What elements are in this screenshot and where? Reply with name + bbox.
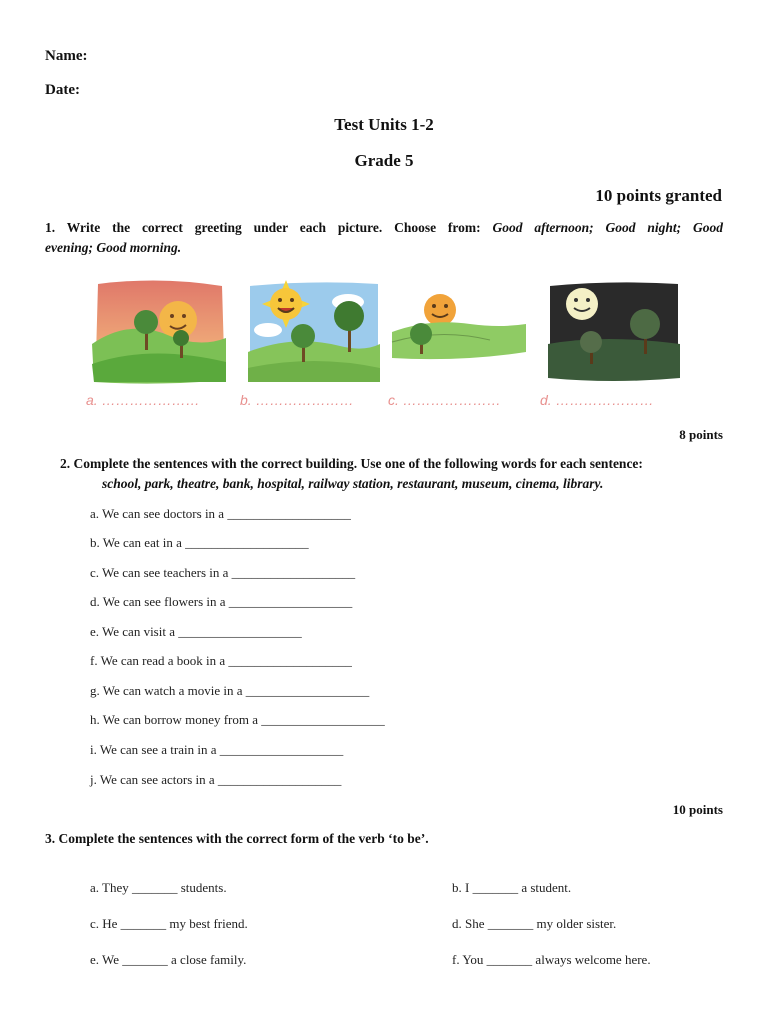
date-label: Date: <box>45 82 80 98</box>
morning-picture <box>244 278 384 384</box>
sentence-h: h. We can borrow money from a ___________________ <box>90 712 385 727</box>
section1-prompt-text: 1. Write the correct greeting under each picture. Choose from: <box>45 220 481 235</box>
sentence-e: e. We can visit a ___________________ <box>90 624 302 639</box>
verb-sentence-a: a. They _______ students. <box>90 880 227 895</box>
sentence-b: b. We can eat in a ___________________ <box>90 535 309 550</box>
sentence-g: g. We can watch a movie in a ___________________ <box>90 683 370 698</box>
name-label: Name: <box>45 48 88 64</box>
section2-points: 10 points <box>672 802 723 817</box>
section1-choices: Good afternoon; Good night; Good <box>492 220 724 235</box>
verb-sentence-b: b. I _______ a student. <box>452 880 572 895</box>
points-granted: 10 points granted <box>595 186 722 205</box>
caption-c: c. ………………… <box>388 392 501 408</box>
verb-sentence-c: c. He _______ my best friend. <box>90 916 248 931</box>
sentence-f: f. We can read a book in a ___________________ <box>90 653 352 668</box>
verb-sentence-f: f. You _______ always welcome here. <box>452 952 651 967</box>
sentence-a: a. We can see doctors in a ___________________ <box>90 506 351 521</box>
caption-b: b. ………………… <box>240 392 354 408</box>
section2-prompt: 2. Complete the sentences with the correct building. Use one of the following words for each sentence: <box>60 456 643 471</box>
verb-sentence-d: d. She _______ my older sister. <box>452 916 617 931</box>
section1-choices-line2: evening; Good morning. <box>45 240 182 255</box>
night-picture <box>544 278 684 384</box>
greeting-pictures <box>68 270 700 420</box>
verb-sentence-e: e. We _______ a close family. <box>90 952 247 967</box>
section2-word-bank: school, park, theatre, bank, hospital, railway station, restaurant, museum, cinema, library. <box>102 476 604 491</box>
sentence-c: c. We can see teachers in a ___________________ <box>90 565 356 580</box>
section3-prompt: 3. Complete the sentences with the correct form of the verb ‘to be’. <box>45 831 429 846</box>
section1-points: 8 points <box>679 427 723 442</box>
evening-picture <box>390 278 530 384</box>
test-title: Test Units 1-2 <box>334 115 434 134</box>
afternoon-picture <box>90 278 230 384</box>
sentence-j: j. We can see actors in a ___________________ <box>90 772 342 787</box>
section1-prompt <box>45 220 723 236</box>
sentence-d: d. We can see flowers in a ___________________ <box>90 594 353 609</box>
grade-label: Grade 5 <box>354 151 414 170</box>
caption-a: a. ………………… <box>86 392 200 408</box>
caption-d: d. ………………… <box>540 392 654 408</box>
sentence-i: i. We can see a train in a ___________________ <box>90 742 344 757</box>
